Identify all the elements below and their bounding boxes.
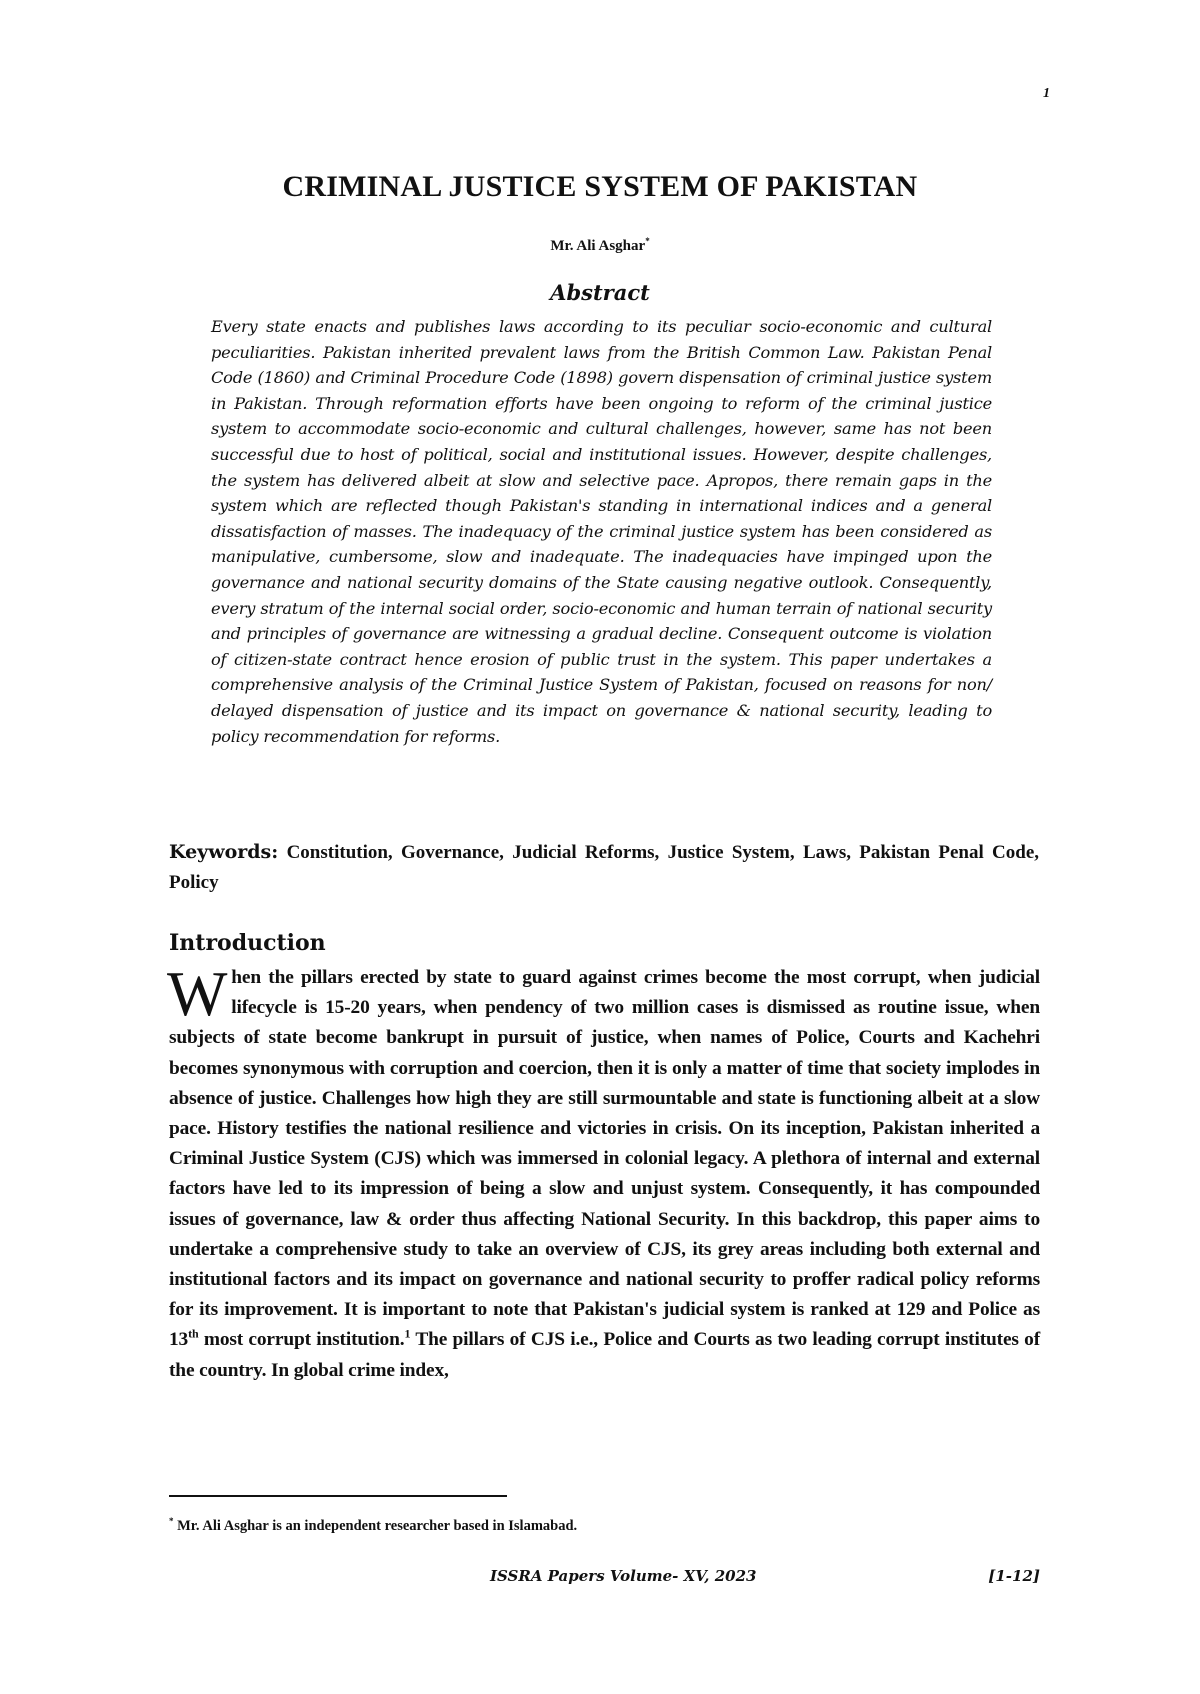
footnote-text: Mr. Ali Asghar is an independent researcher based in Islamabad. [177,1517,578,1534]
intro-text-part3: The pillars of CJS i.e., Police and Courts as two leading corrupt institutes of the country. In global crime index, [169,1329,1040,1381]
intro-text-part2: most corrupt institution. [198,1329,405,1351]
footnote-marker: * [169,1516,174,1526]
author-name: Mr. Ali Asghar [550,238,646,254]
paper-title: CRIMINAL JUSTICE SYSTEM OF PAKISTAN [282,170,918,203]
introduction-body [167,958,1040,1386]
footnote [169,1516,1039,1535]
footer-page-range: [1-12] [988,1567,1040,1585]
author-footnote-marker: * [645,236,650,246]
abstract-heading: Abstract [550,280,650,305]
ordinal-suffix: th [188,1326,199,1341]
page-number: 1 [1043,86,1050,101]
reference-marker: 1 [404,1326,411,1341]
keywords-label: Keywords: [169,841,279,863]
dropcap-letter: W [167,958,228,1029]
keywords-text: Constitution, Governance, Judicial Reforms, Justice System, Laws, Pakistan Penal Code, Policy [169,842,1040,893]
introduction-heading: Introduction [169,930,326,956]
abstract-body: Every state enacts and publishes laws according to its peculiar socio-economic and cultural peculiarities. Pakistan inherited prevalent laws from the British Common Law. Pakistan Penal Code (1860) and Criminal Procedure Code (1898) govern dispensation of criminal justice system in Pakistan. Through reformation efforts have been ongoing to reform of the criminal justice system to accommodate socio-economic and cultural challenges, however, same has not been successful due to host of political, social and institutional issues. However, despite challenges, the system has delivered albeit at slow and selective pace. Apropos, there remain gaps in the system which are reflected though Pakistan's standing in international indices and a general dissatisfaction of masses. The inadequacy of the criminal justice system has been considered as manipulative, cumbersome, slow and inadequate. The inadequacies have impinged upon the governance and national security domains of the State causing negative outlook. Consequently, every stratum of the internal social order, socio-economic and human terrain of national security and principles of governance are witnessing a gradual decline. Consequent outcome is violation of citizen-state contract hence erosion of public trust in the system. This paper undertakes a comprehensive analysis of the Criminal Justice System of Pakistan, focused on reasons for non/ delayed dispensation of justice and its impact on governance & national security, leading to policy recommendation for reforms. [211,317,992,746]
intro-text-part1: hen the pillars erected by state to guard against crimes become the most corrupt, when judicial lifecycle is 15-20 years, when pendency of two million cases is dismissed as routine issue, when subjects of state become bankrupt in pursuit of justice, when names of Police, Courts and Kachehri becomes synonymous with corruption and coercion, then it is only a matter of time that society implodes in absence of justice. Challenges how high they are still surmountable and state is functioning albeit at a slow pace. History testifies the national resilience and victories in crisis. On its inception, Pakistan inherited a Criminal Justice System (CJS) which was immersed in colonial legacy. A plethora of internal and external factors have led to its impression of being a slow and unjust system. Consequently, it has compounded issues of governance, law & order thus affecting National Security. In this backdrop, this paper aims to undertake a comprehensive study to take an overview of CJS, its grey areas including both external and institutional factors and its impact on governance and national security to proffer radical policy reforms for its improvement. It is important to note that Pakistan's judicial system is ranked at 129 and Police as 13 [169,967,1040,1351]
author-line [0,236,1200,255]
keywords-section [169,837,1039,898]
footnote-divider [169,1495,507,1497]
footer-journal-name: ISSRA Papers Volume- XV, 2023 [490,1567,757,1585]
